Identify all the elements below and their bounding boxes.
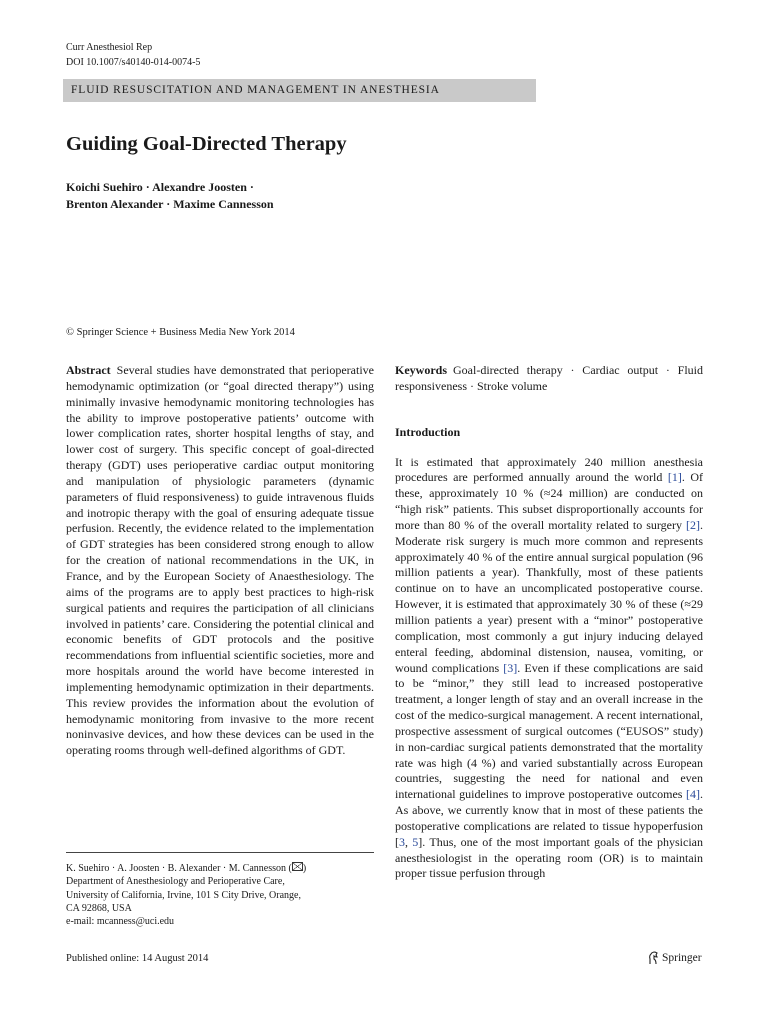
footnote-names-end: ) (302, 863, 307, 874)
citation-link-3b[interactable]: 3 (399, 834, 405, 849)
citation-link-1[interactable]: [1] (667, 470, 682, 485)
keywords-body: Goal-directed therapy · Cardiac output · Fluid responsiveness · Stroke volume (395, 363, 703, 393)
intro-text-1: It is estimated that approximately 240 million anesthesia procedures are performed annually around the world (395, 454, 703, 485)
intro-text-4: . Even if these complications are said to be “minor,” they still lead to increased postoperative treatment, a longer length of stay and an overall increase in the cost of the medico-surgical management. A recent international, prospective assessment of surgical outcomes (“EUSOS” study) in non-cardiac surgical patients demonstrated that the mortality rate was high (4 %) and varied substantially across European countries, suggesting the need for national and even international guidelines to improve postoperative outcomes (395, 660, 703, 802)
article-title: Guiding Goal-Directed Therapy (66, 133, 347, 155)
authors-line-2: Brenton Alexander · Maxime Cannesson (66, 197, 274, 211)
journal-name: Curr Anesthesiol Rep (66, 42, 153, 53)
footnote-names-text: K. Suehiro · A. Joosten · B. Alexander · M. Cannesson ( (66, 863, 292, 874)
footnote-city: CA 92868, USA (66, 902, 132, 914)
introduction-body (395, 455, 703, 883)
section-band: FLUID RESUSCITATION AND MANAGEMENT IN ANESTHESIA (63, 79, 536, 102)
citation-link-5[interactable]: 5 (412, 834, 419, 849)
abstract-heading: Abstract (66, 363, 111, 377)
authors-line-1: Koichi Suehiro · Alexandre Joosten · (66, 180, 254, 194)
footnote-divider (66, 852, 374, 853)
publisher-name: Springer (662, 952, 702, 964)
right-column (395, 363, 703, 882)
intro-text-3: . Moderate risk surgery is much more common and represents approximately 40 % of the entire annual surgical population (96 million patients a year). Thankfully, most of these patients continue on to have an uncomplicated postoperative course. However, it is estimated that approximately 30 % of these (≈29 million patients a year) present with a “minor” postoperative complication, most commonly a gut injury inducing delayed enteral feeding, abdominal distension, nausea, vomiting, or wound complications (395, 517, 703, 675)
footnote-email[interactable]: e-mail: mcanness@uci.edu (66, 916, 175, 928)
copyright: © Springer Science + Business Media New York 2014 (66, 327, 295, 338)
authors (66, 179, 274, 213)
publisher-logo (647, 951, 702, 965)
intro-text-6: , (405, 834, 413, 849)
journal-header (66, 40, 200, 70)
abstract-body: Several studies have demonstrated that perioperative hemodynamic optimization (or “goal directed therapy”) using minimally invasive hemodynamic monitoring technologies has the ability to improve postoperative patients’ outcome with lower complication rates, shorter hospital lengths of stay, and lower cost of surgery. This specific concept of goal-directed therapy (GDT) uses perioperative cardiac output monitoring and manipulation of physiologic parameters (dynamic parameters of fluid responsiveness) to guide intravenous fluids and inotropic therapy with the goal of ensuring adequate tissue perfusion. Recently, the evidence related to the implementation of GDT strategies has been considered strong enough to allow for the creation of national recommendations in the UK, in France, and by the European Society of Anaesthesiology. The aims of the programs are to apply best practices to high-risk surgical patients and requires the participation of all clinicians involved in patients’ care. Considering the potential clinical and economic benefits of GDT protocols and the positive recommendations from influential scientific societies, more and more hospitals around the world have become interested in implementing hemodynamic optimization in their departments. This review provides the information about the evolution of hemodynamic monitoring from invasive to the more recent noninvasive devices, and how these devices can be used in the operating rooms through well-defined algorithms of GDT. (66, 363, 374, 758)
author-footnote (66, 862, 386, 928)
intro-text-7: ]. Thus, one of the most important goals of the physician anesthesiologist in the operating room (OR) is to maintain proper tissue perfusion through (395, 834, 703, 881)
published-date: Published online: 14 August 2014 (66, 953, 209, 964)
introduction-heading: Introduction (395, 424, 461, 439)
footnote-dept: Department of Anesthesiology and Perioperative Care, (66, 876, 285, 888)
doi[interactable]: DOI 10.1007/s40140-014-0074-5 (66, 57, 201, 68)
footnote-univ: University of California, Irvine, 101 S City Drive, Orange, (66, 889, 301, 901)
citation-link-2[interactable]: [2] (686, 517, 700, 532)
keywords (395, 363, 703, 395)
intro-text-5: . As above, we currently know that in most of these patients the postoperative complications are related to tissue hypoperfusion [ (395, 787, 703, 849)
springer-horse-icon (647, 951, 659, 965)
intro-text-2: . Of these, approximately 10 % (≈24 million) are conducted on “high risk” patients. This subset disproportionally accounts for more than 80 % of the overall mortality related to surgery (395, 470, 703, 532)
envelope-icon (292, 862, 303, 871)
citation-link-3[interactable]: [3] (503, 660, 518, 675)
abstract-column (66, 363, 374, 759)
footnote-names (66, 862, 386, 875)
citation-link-4[interactable]: [4] (686, 787, 700, 802)
keywords-heading: Keywords (395, 363, 447, 377)
